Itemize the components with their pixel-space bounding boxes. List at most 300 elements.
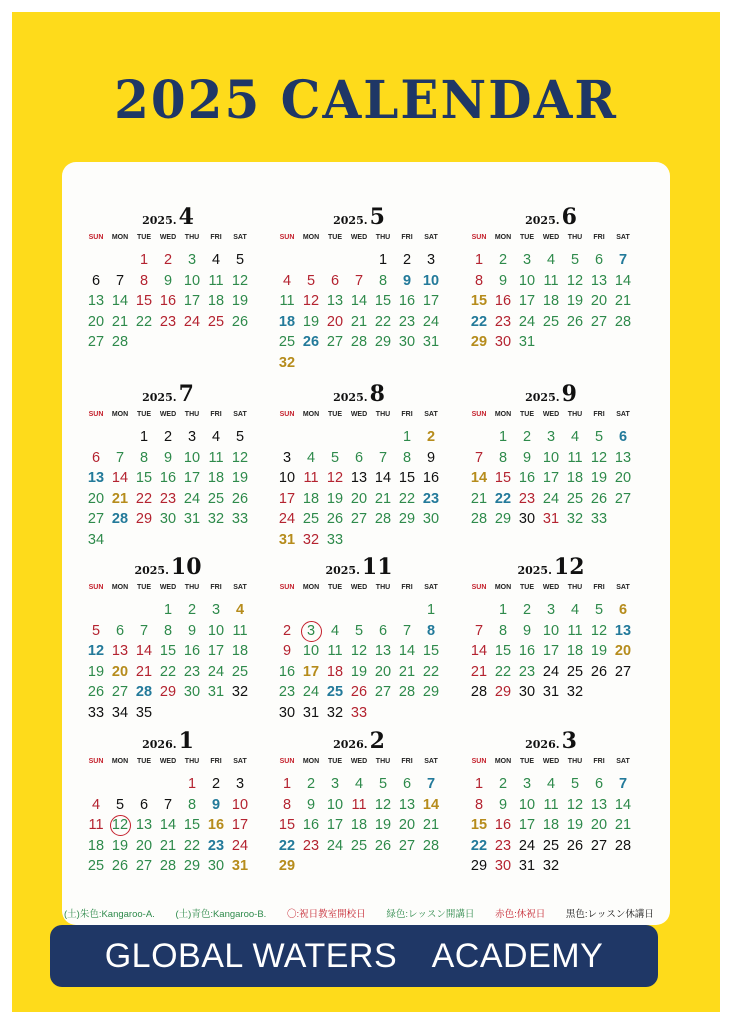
day-cell: 28 — [111, 511, 129, 528]
day-cell: 7 — [378, 449, 388, 466]
month-year: 2025. — [525, 391, 560, 404]
empty-cell — [371, 600, 395, 621]
day-cell: 1 — [498, 429, 508, 445]
day-cell: 16 — [494, 293, 512, 310]
weekday-label: SAT — [616, 584, 630, 591]
day-cell: 35 — [135, 704, 153, 721]
day-cell: 22 — [398, 490, 416, 507]
day-cell: 3 — [211, 602, 221, 618]
month-number: 5 — [369, 204, 385, 230]
month-heading — [467, 554, 635, 578]
day-cell: 23 — [518, 490, 536, 507]
day-cell: 8 — [139, 272, 149, 289]
day-cell: 17 — [518, 817, 536, 834]
weekday-label: FRI — [593, 234, 605, 241]
weekday-label: FRI — [401, 411, 413, 418]
day-cell: 5 — [235, 429, 245, 445]
day-cell: 25 — [278, 334, 296, 351]
day-cell: 6 — [330, 272, 340, 289]
weekday-label: SAT — [233, 584, 247, 591]
day-cell: 30 — [518, 511, 536, 528]
day-cell: 7 — [618, 252, 628, 268]
day-cell: 29 — [374, 334, 392, 351]
day-cell: 21 — [398, 663, 416, 680]
weekday-header — [275, 756, 443, 768]
day-cell: 16 — [159, 293, 177, 310]
day-cell: 6 — [594, 776, 604, 792]
day-cell: 9 — [306, 796, 316, 813]
day-cell: 2 — [522, 602, 532, 618]
month-year: 2025. — [134, 564, 169, 577]
weekday-header — [84, 756, 252, 768]
day-cell: 29 — [135, 511, 153, 528]
month-block — [275, 554, 443, 724]
day-cell: 21 — [374, 490, 392, 507]
day-cell: 17 — [326, 817, 344, 834]
day-cell: 8 — [378, 272, 388, 289]
day-cell: 4 — [570, 429, 580, 445]
legend-item: 赤色:休祝日 — [495, 909, 546, 920]
day-grid — [84, 427, 252, 551]
weekday-label: TUE — [520, 584, 534, 591]
color-legend — [64, 906, 654, 920]
day-cell: 16 — [398, 293, 416, 310]
day-cell: 4 — [354, 776, 364, 792]
day-cell: 16 — [494, 817, 512, 834]
day-cell: 1 — [474, 252, 484, 268]
day-cell: 32 — [278, 354, 296, 371]
day-cell: 5 — [235, 252, 245, 268]
day-cell: 15 — [135, 470, 153, 487]
day-cell: 30 — [494, 858, 512, 875]
day-cell: 2 — [306, 776, 316, 792]
day-cell: 3 — [282, 449, 292, 466]
month-heading — [275, 554, 443, 578]
month-heading — [467, 204, 635, 228]
day-cell: 15 — [470, 817, 488, 834]
weekday-label: SAT — [233, 411, 247, 418]
day-cell: 32 — [231, 684, 249, 701]
day-cell: 31 — [183, 511, 201, 528]
day-cell: 13 — [350, 470, 368, 487]
weekday-label: MON — [494, 758, 512, 765]
day-cell: 31 — [542, 684, 560, 701]
day-cell: 26 — [111, 858, 129, 875]
day-cell: 25 — [231, 663, 249, 680]
day-cell: 31 — [231, 858, 249, 875]
weekday-label: SAT — [424, 758, 438, 765]
month-block — [84, 554, 252, 724]
weekday-label: MON — [111, 758, 129, 765]
weekday-label: TUE — [328, 234, 342, 241]
day-cell: 31 — [518, 334, 536, 351]
weekday-label: THU — [567, 411, 583, 418]
day-cell: 28 — [374, 511, 392, 528]
day-cell: 24 — [326, 837, 344, 854]
day-cell: 21 — [111, 313, 129, 330]
month-heading — [275, 381, 443, 405]
month-number: 11 — [361, 554, 393, 580]
day-cell: 28 — [470, 684, 488, 701]
day-cell: 9 — [498, 272, 508, 289]
day-cell: 22 — [278, 837, 296, 854]
weekday-label: FRI — [210, 411, 222, 418]
day-cell: 9 — [498, 796, 508, 813]
weekday-label: MON — [494, 411, 512, 418]
day-cell: 11 — [303, 470, 319, 487]
day-cell: 21 — [614, 293, 632, 310]
month-block — [467, 381, 635, 530]
day-cell: 8 — [163, 622, 173, 639]
day-cell: 27 — [614, 663, 632, 680]
day-cell: 2 — [426, 429, 436, 445]
day-cell: 20 — [350, 490, 368, 507]
day-grid — [275, 250, 443, 374]
day-cell: 1 — [474, 776, 484, 792]
day-cell: 30 — [183, 684, 201, 701]
day-cell: 11 — [327, 643, 343, 660]
month-heading — [275, 728, 443, 752]
day-cell: 7 — [474, 622, 484, 639]
month-block — [467, 728, 635, 877]
day-cell: 14 — [422, 796, 440, 813]
month-block — [84, 204, 252, 353]
day-cell: 5 — [354, 622, 364, 639]
day-cell: 31 — [302, 704, 320, 721]
weekday-header — [467, 756, 635, 768]
weekday-label: MON — [494, 234, 512, 241]
weekday-label: FRI — [210, 758, 222, 765]
month-number: 7 — [178, 381, 194, 407]
day-cell: 14 — [614, 272, 632, 289]
day-cell: 7 — [354, 272, 364, 289]
weekday-label: MON — [494, 584, 512, 591]
day-cell: 2 — [282, 622, 292, 639]
day-cell: 12 — [302, 293, 320, 310]
day-cell: 22 — [183, 837, 201, 854]
day-cell: 25 — [566, 663, 584, 680]
day-cell: 14 — [470, 643, 488, 660]
day-cell: 19 — [231, 470, 249, 487]
day-cell: 2 — [402, 252, 412, 268]
day-cell: 14 — [614, 796, 632, 813]
empty-cell — [299, 600, 323, 621]
day-cell: 11 — [567, 449, 583, 466]
day-cell: 12 — [374, 796, 392, 813]
day-cell: 26 — [350, 684, 368, 701]
day-cell: 9 — [522, 449, 532, 466]
day-cell: 29 — [183, 858, 201, 875]
day-cell: 7 — [163, 796, 173, 813]
month-number: 4 — [178, 204, 194, 230]
day-cell: 5 — [115, 796, 125, 813]
month-year: 2026. — [142, 738, 177, 751]
day-cell: 11 — [567, 622, 583, 639]
month-year: 2025. — [525, 214, 560, 227]
day-cell: 23 — [398, 313, 416, 330]
weekday-label: WED — [542, 758, 560, 765]
day-cell: 26 — [590, 663, 608, 680]
legend-item: 黒色:レッスン休講日 — [565, 909, 654, 920]
weekday-label: MON — [302, 584, 320, 591]
day-cell: 10 — [183, 272, 201, 289]
day-cell: 28 — [350, 334, 368, 351]
day-cell: 22 — [159, 663, 177, 680]
month-block — [467, 204, 635, 353]
day-cell: 7 — [474, 449, 484, 466]
day-cell: 28 — [422, 837, 440, 854]
day-cell: 19 — [590, 470, 608, 487]
day-cell: 27 — [326, 334, 344, 351]
month-heading — [84, 728, 252, 752]
month-year: 2026. — [525, 738, 560, 751]
day-cell: 1 — [498, 602, 508, 618]
weekday-label: FRI — [593, 758, 605, 765]
month-block — [84, 381, 252, 551]
day-cell: 10 — [302, 643, 320, 660]
weekday-header — [467, 409, 635, 421]
weekday-label: SAT — [424, 584, 438, 591]
day-cell: 28 — [159, 858, 177, 875]
day-cell: 18 — [302, 490, 320, 507]
day-cell: 26 — [326, 511, 344, 528]
month-year: 2025. — [333, 391, 368, 404]
day-cell: 2 — [163, 252, 173, 268]
day-cell: 8 — [139, 449, 149, 466]
empty-cell — [347, 427, 371, 448]
day-cell: 20 — [326, 313, 344, 330]
day-cell: 25 — [350, 837, 368, 854]
day-cell: 17 — [302, 663, 320, 680]
day-cell: 6 — [378, 622, 388, 639]
day-cell: 1 — [402, 429, 412, 445]
day-cell: 3 — [187, 252, 197, 268]
weekday-label: SAT — [616, 411, 630, 418]
day-cell: 23 — [494, 313, 512, 330]
day-cell: 9 — [187, 622, 197, 639]
day-cell: 28 — [470, 511, 488, 528]
day-cell: 24 — [183, 490, 201, 507]
day-cell: 19 — [302, 313, 320, 330]
day-cell: 22 — [422, 663, 440, 680]
day-cell: 31 — [422, 334, 440, 351]
weekday-label: WED — [542, 411, 560, 418]
day-cell: 1 — [163, 602, 173, 618]
day-cell: 23 — [183, 663, 201, 680]
weekday-label: THU — [375, 584, 391, 591]
day-cell: 23 — [159, 490, 177, 507]
day-cell: 20 — [614, 470, 632, 487]
day-cell: 3 — [546, 602, 556, 618]
empty-cell — [108, 774, 132, 795]
day-cell: 24 — [302, 684, 320, 701]
day-cell: 15 — [494, 470, 512, 487]
empty-cell — [84, 427, 108, 448]
empty-cell — [84, 600, 108, 621]
day-cell: 4 — [282, 272, 292, 289]
day-cell: 14 — [135, 643, 153, 660]
day-cell: 17 — [183, 293, 201, 310]
day-cell: 6 — [139, 796, 149, 813]
day-cell: 1 — [187, 776, 197, 792]
day-cell: 1 — [139, 429, 149, 445]
day-cell: 8 — [282, 796, 292, 813]
day-cell: 24 — [231, 837, 249, 854]
day-cell: 27 — [350, 511, 368, 528]
weekday-label: THU — [184, 758, 200, 765]
day-cell: 30 — [207, 858, 225, 875]
day-cell: 21 — [135, 663, 153, 680]
day-grid — [467, 600, 635, 703]
day-cell: 12 — [590, 449, 608, 466]
day-cell: 17 — [278, 490, 296, 507]
day-cell: 6 — [91, 449, 101, 466]
day-cell: 28 — [135, 684, 153, 701]
day-cell: 8 — [498, 622, 508, 639]
day-cell: 2 — [498, 252, 508, 268]
weekday-label: THU — [375, 758, 391, 765]
day-cell: 17 — [422, 293, 440, 310]
empty-cell — [323, 600, 347, 621]
day-cell: 20 — [135, 837, 153, 854]
day-cell: 15 — [159, 643, 177, 660]
day-cell: 25 — [87, 858, 105, 875]
weekday-label: SUN — [279, 234, 295, 241]
weekday-label: MON — [111, 584, 129, 591]
empty-cell — [275, 427, 299, 448]
day-cell: 26 — [374, 837, 392, 854]
day-cell: 6 — [618, 429, 628, 445]
day-cell: 24 — [207, 663, 225, 680]
day-cell: 13 — [590, 796, 608, 813]
day-cell: 33 — [326, 531, 344, 548]
day-cell: 6 — [594, 252, 604, 268]
weekday-label: THU — [567, 584, 583, 591]
day-cell: 6 — [402, 776, 412, 792]
legend-item: (土)朱色:Kangaroo-A. — [64, 909, 155, 920]
day-grid — [275, 774, 443, 877]
day-cell: 2 — [522, 429, 532, 445]
day-cell: 24 — [542, 490, 560, 507]
weekday-label: SUN — [279, 411, 295, 418]
weekday-label: THU — [184, 411, 200, 418]
day-cell: 27 — [135, 858, 153, 875]
day-cell: 24 — [422, 313, 440, 330]
month-block — [275, 728, 443, 877]
day-cell: 28 — [614, 837, 632, 854]
day-cell: 10 — [542, 622, 560, 639]
day-cell: 23 — [518, 663, 536, 680]
day-cell: 29 — [470, 858, 488, 875]
day-cell: 1 — [282, 776, 292, 792]
day-cell: 24 — [518, 313, 536, 330]
calendar-panel — [62, 162, 670, 925]
day-cell: 26 — [302, 334, 320, 351]
empty-cell — [395, 600, 419, 621]
empty-cell — [299, 427, 323, 448]
day-cell: 19 — [111, 837, 129, 854]
weekday-label: THU — [375, 411, 391, 418]
weekday-label: WED — [159, 758, 177, 765]
day-cell: 5 — [91, 622, 101, 639]
day-cell: 16 — [518, 643, 536, 660]
weekday-label: THU — [184, 584, 200, 591]
month-heading — [275, 204, 443, 228]
day-cell: 24 — [183, 313, 201, 330]
day-cell: 20 — [87, 313, 105, 330]
weekday-label: WED — [542, 584, 560, 591]
day-cell: 9 — [402, 272, 412, 289]
day-cell: 17 — [542, 470, 560, 487]
day-cell: 7 — [426, 776, 436, 792]
day-cell: 33 — [350, 704, 368, 721]
weekday-label: SUN — [279, 584, 295, 591]
day-cell: 18 — [207, 470, 225, 487]
empty-cell — [467, 600, 491, 621]
day-cell: 13 — [614, 449, 632, 466]
day-cell: 29 — [398, 511, 416, 528]
day-cell: 14 — [374, 470, 392, 487]
day-cell: 30 — [398, 334, 416, 351]
day-grid — [84, 600, 252, 724]
day-cell: 6 — [354, 449, 364, 466]
month-heading — [84, 204, 252, 228]
day-cell: 20 — [374, 663, 392, 680]
day-grid — [84, 774, 252, 877]
day-cell: 21 — [470, 490, 488, 507]
day-cell: 2 — [498, 776, 508, 792]
day-cell: 15 — [398, 470, 416, 487]
day-cell: 10 — [518, 796, 536, 813]
day-cell: 19 — [326, 490, 344, 507]
day-cell: 1 — [378, 252, 388, 268]
day-cell: 10 — [326, 796, 344, 813]
day-cell: 11 — [543, 272, 559, 289]
day-cell: 20 — [590, 293, 608, 310]
academy-banner: GLOBAL WATERS ACADEMY — [50, 925, 658, 987]
day-cell: 12 — [87, 643, 105, 660]
weekday-label: THU — [567, 234, 583, 241]
day-cell: 13 — [135, 817, 153, 834]
day-cell: 31 — [207, 684, 225, 701]
month-heading — [467, 728, 635, 752]
weekday-label: TUE — [328, 411, 342, 418]
weekday-header — [275, 582, 443, 594]
day-cell: 29 — [470, 334, 488, 351]
day-grid — [467, 250, 635, 353]
day-cell: 19 — [231, 293, 249, 310]
day-cell: 12 — [108, 815, 132, 836]
weekday-label: WED — [350, 584, 368, 591]
day-cell: 1 — [139, 252, 149, 268]
day-cell: 12 — [231, 272, 249, 289]
day-cell: 21 — [470, 663, 488, 680]
day-cell: 4 — [211, 429, 221, 445]
empty-cell — [156, 774, 180, 795]
day-cell: 7 — [115, 272, 125, 289]
weekday-header — [467, 232, 635, 244]
empty-cell — [84, 250, 108, 271]
day-cell: 13 — [614, 622, 632, 639]
weekday-label: SUN — [88, 758, 104, 765]
weekday-label: MON — [111, 411, 129, 418]
day-cell: 26 — [590, 490, 608, 507]
day-cell: 25 — [302, 511, 320, 528]
month-number: 12 — [553, 554, 585, 580]
day-cell: 15 — [278, 817, 296, 834]
day-cell: 11 — [88, 817, 104, 834]
month-heading — [467, 381, 635, 405]
